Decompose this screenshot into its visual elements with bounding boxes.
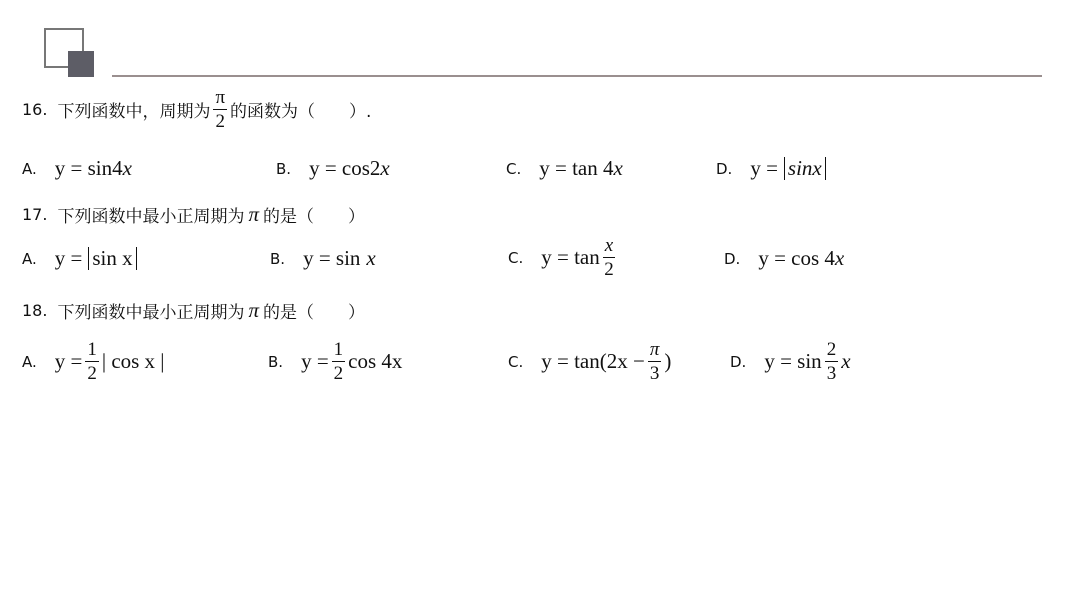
option-17-b[interactable] bbox=[270, 246, 376, 271]
option-label: D. bbox=[716, 159, 733, 178]
option-formula: y = sin bbox=[764, 349, 822, 373]
option-label: A. bbox=[22, 249, 37, 268]
period-fraction bbox=[213, 88, 227, 131]
question-16-stem bbox=[22, 88, 371, 131]
question-tail: 的是（ ） bbox=[262, 303, 365, 323]
option-17-a[interactable] bbox=[22, 246, 137, 271]
option-fraction bbox=[85, 340, 99, 383]
option-label: B. bbox=[270, 249, 286, 268]
option-formula-tail: x bbox=[841, 349, 851, 373]
fraction-denominator: 2 bbox=[215, 111, 225, 132]
pi-symbol: π bbox=[248, 298, 259, 322]
option-absolute-value: sin x bbox=[88, 247, 136, 270]
option-16-b[interactable] bbox=[276, 156, 390, 181]
question-text: 下列函数中，周期为 bbox=[57, 102, 211, 122]
option-18-b[interactable] bbox=[268, 340, 402, 383]
question-text: 下列函数中最小正周期为 bbox=[57, 207, 245, 227]
fraction-denominator: 2 bbox=[604, 259, 614, 280]
option-formula-tail: cos 4x bbox=[348, 349, 403, 373]
option-16-c[interactable] bbox=[506, 156, 623, 181]
fraction-numerator: x bbox=[604, 235, 614, 256]
option-formula: y = sin4 bbox=[54, 156, 123, 180]
option-label: B. bbox=[268, 352, 284, 371]
option-formula: y = bbox=[54, 349, 83, 373]
option-formula-tail: | cos x | bbox=[101, 349, 165, 373]
question-number: 16. bbox=[22, 100, 48, 119]
option-fraction bbox=[603, 236, 615, 279]
fraction-denominator: 3 bbox=[649, 363, 660, 384]
question-tail: 的是（ ） bbox=[262, 207, 365, 227]
fraction-numerator: π bbox=[215, 87, 226, 108]
option-16-d[interactable] bbox=[716, 156, 826, 181]
fraction-numerator: 1 bbox=[333, 339, 344, 360]
option-variable: x bbox=[122, 156, 132, 180]
filled-square-icon bbox=[68, 51, 94, 77]
question-number: 18. bbox=[22, 301, 48, 320]
option-formula: y = tan bbox=[541, 245, 600, 269]
question-number: 17. bbox=[22, 205, 48, 224]
pi-symbol: π bbox=[248, 202, 259, 226]
option-label: C. bbox=[508, 352, 524, 371]
option-formula-tail: ) bbox=[664, 349, 672, 373]
option-label: C. bbox=[508, 248, 524, 267]
option-formula: y = tan 4 bbox=[539, 156, 614, 180]
option-label: D. bbox=[730, 352, 747, 371]
question-18-stem bbox=[22, 298, 365, 323]
option-formula: y = tan(2x − bbox=[541, 349, 645, 373]
option-formula: y = cos2 bbox=[309, 156, 381, 180]
option-formula: y = bbox=[750, 156, 778, 180]
option-variable: x bbox=[613, 156, 623, 180]
question-text: 下列函数中最小正周期为 bbox=[57, 303, 245, 323]
option-absolute-value: sinx bbox=[784, 157, 826, 180]
option-formula: y = bbox=[301, 349, 329, 373]
option-label: C. bbox=[506, 159, 522, 178]
corner-logo-squares-icon bbox=[44, 28, 96, 78]
option-fraction bbox=[648, 340, 662, 383]
option-formula: y = sin bbox=[303, 246, 361, 270]
question-tail: 的函数为（ ）. bbox=[230, 102, 372, 122]
option-fraction bbox=[825, 340, 839, 383]
option-17-c[interactable] bbox=[508, 236, 618, 279]
option-variable: x bbox=[834, 246, 845, 270]
option-fraction bbox=[332, 340, 346, 383]
option-label: B. bbox=[276, 159, 292, 178]
option-18-d[interactable] bbox=[730, 340, 851, 383]
fraction-numerator: 2 bbox=[826, 339, 837, 360]
option-18-a[interactable] bbox=[22, 340, 165, 383]
option-variable: x bbox=[380, 156, 390, 180]
option-variable: x bbox=[366, 246, 376, 270]
header-divider bbox=[112, 75, 1042, 77]
option-label: D. bbox=[724, 249, 741, 268]
question-17-stem bbox=[22, 202, 365, 227]
option-formula: y = cos 4 bbox=[758, 246, 835, 270]
option-label: A. bbox=[22, 352, 37, 371]
option-16-a[interactable] bbox=[22, 156, 132, 181]
fraction-numerator: 1 bbox=[87, 339, 97, 360]
option-18-c[interactable] bbox=[508, 340, 671, 383]
option-formula: y = bbox=[54, 246, 83, 270]
fraction-denominator: 2 bbox=[87, 363, 97, 384]
fraction-denominator: 2 bbox=[333, 363, 344, 384]
option-17-d[interactable] bbox=[724, 246, 844, 271]
fraction-numerator: π bbox=[649, 339, 660, 360]
option-label: A. bbox=[22, 159, 37, 178]
fraction-denominator: 3 bbox=[826, 363, 837, 384]
